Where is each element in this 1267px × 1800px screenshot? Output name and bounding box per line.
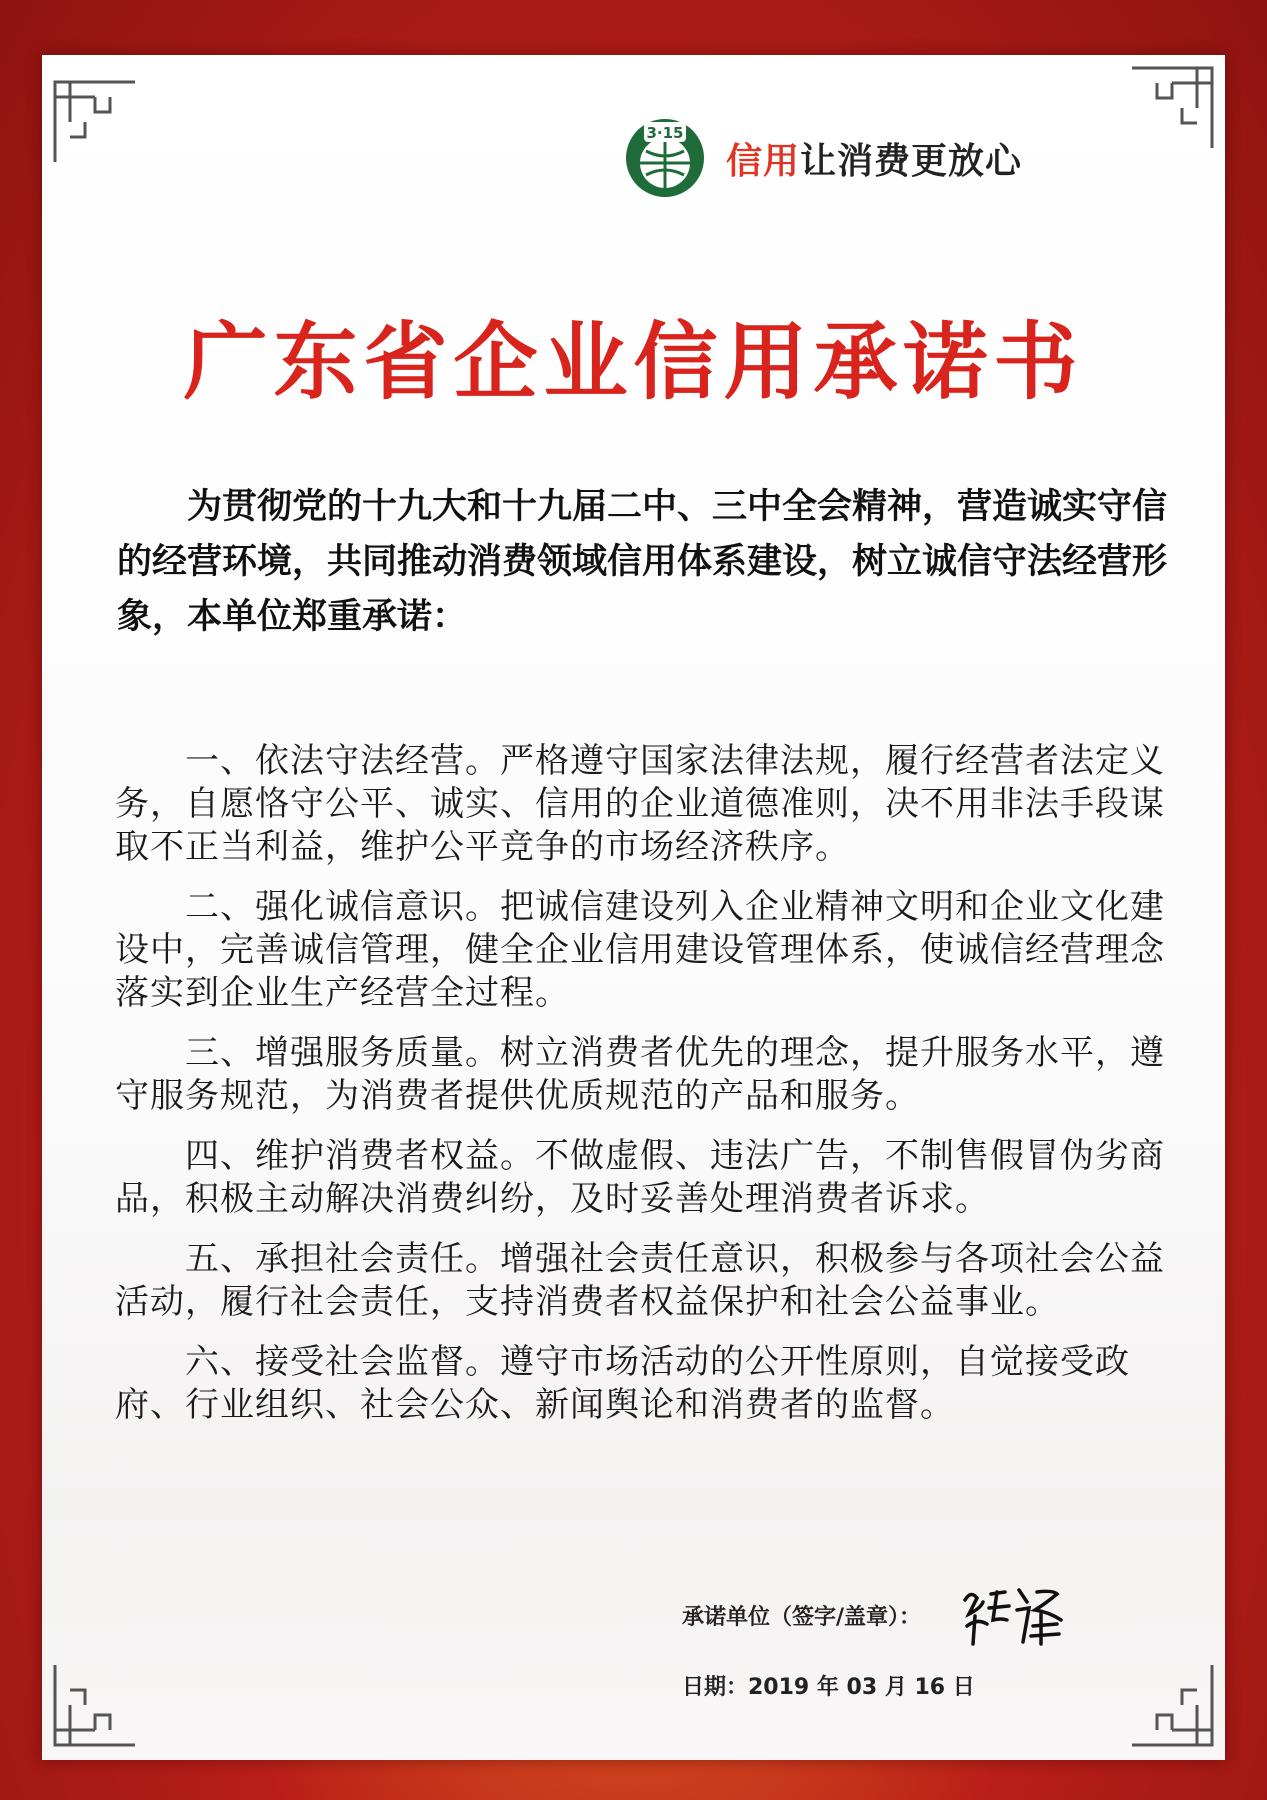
signature-row [682,1580,1067,1650]
commitment-item-6: 六、接受社会监督。遵守市场活动的公开性原则，自觉接受政府、行业组织、社会公众、新闻舆论和消费者的监督。 [115,1342,1130,1425]
handwritten-signature [957,1580,1067,1650]
emblem-label: 3·15 [646,124,684,142]
commitment-item-3: 三、增强服务质量。树立消费者优先的理念，提升服务水平，遵守服务规范，为消费者提供优质规范的产品和服务。 [115,1033,1165,1116]
logo-slogan [726,133,1022,184]
commitment-document [42,55,1225,1760]
commitment-item-1: 一、依法守法经营。严格遵守国家法律法规，履行经营者法定义务，自愿恪守公平、诚实、信用的企业道德准则，决不用非法手段谋取不正当利益，维护公平竞争的市场经济秩序。 [115,741,1165,867]
commitment-item-4: 四、维护消费者权益。不做虚假、违法广告，不制售假冒伪劣商品，积极主动解决消费纠纷，及时妥善处理消费者诉求。 [115,1136,1165,1219]
sign-date: 日期：2019 年 03 月 16 日 [682,1675,975,1700]
commitment-item-2: 二、强化诚信意识。把诚信建设列入企业精神文明和企业文化建设中，完善诚信管理，健全企业信用建设管理体系，使诚信经营理念落实到企业生产经营全过程。 [115,887,1165,1013]
slogan-rest: 让消费更放心 [800,140,1023,182]
intro-paragraph: 为贯彻党的十九大和十九届二中、三中全会精神，营造诚实守信的经营环境，共同推动消费领域信用体系建设，树立诚信守法经营形象，本单位郑重承诺： [117,487,1168,637]
315-emblem-icon [624,117,706,199]
slogan-credit: 信用 [726,140,801,182]
commitment-item-5: 五、承担社会责任。增强社会责任意识，积极参与各项社会公益活动，履行社会责任，支持消费者权益保护和社会公益事业。 [115,1239,1165,1322]
commitment-list [115,740,1170,1444]
corner-ornament-top-right [1127,63,1217,153]
corner-ornament-top-left [50,77,140,167]
corner-ornament-bottom-left [50,1660,140,1750]
document-title: 广东省企业信用承诺书 [183,312,1084,411]
corner-ornament-bottom-right [1127,1660,1217,1750]
signatory-label: 承诺单位（签字/盖章）： [682,1604,922,1630]
consumer-rights-logo [624,117,1022,199]
